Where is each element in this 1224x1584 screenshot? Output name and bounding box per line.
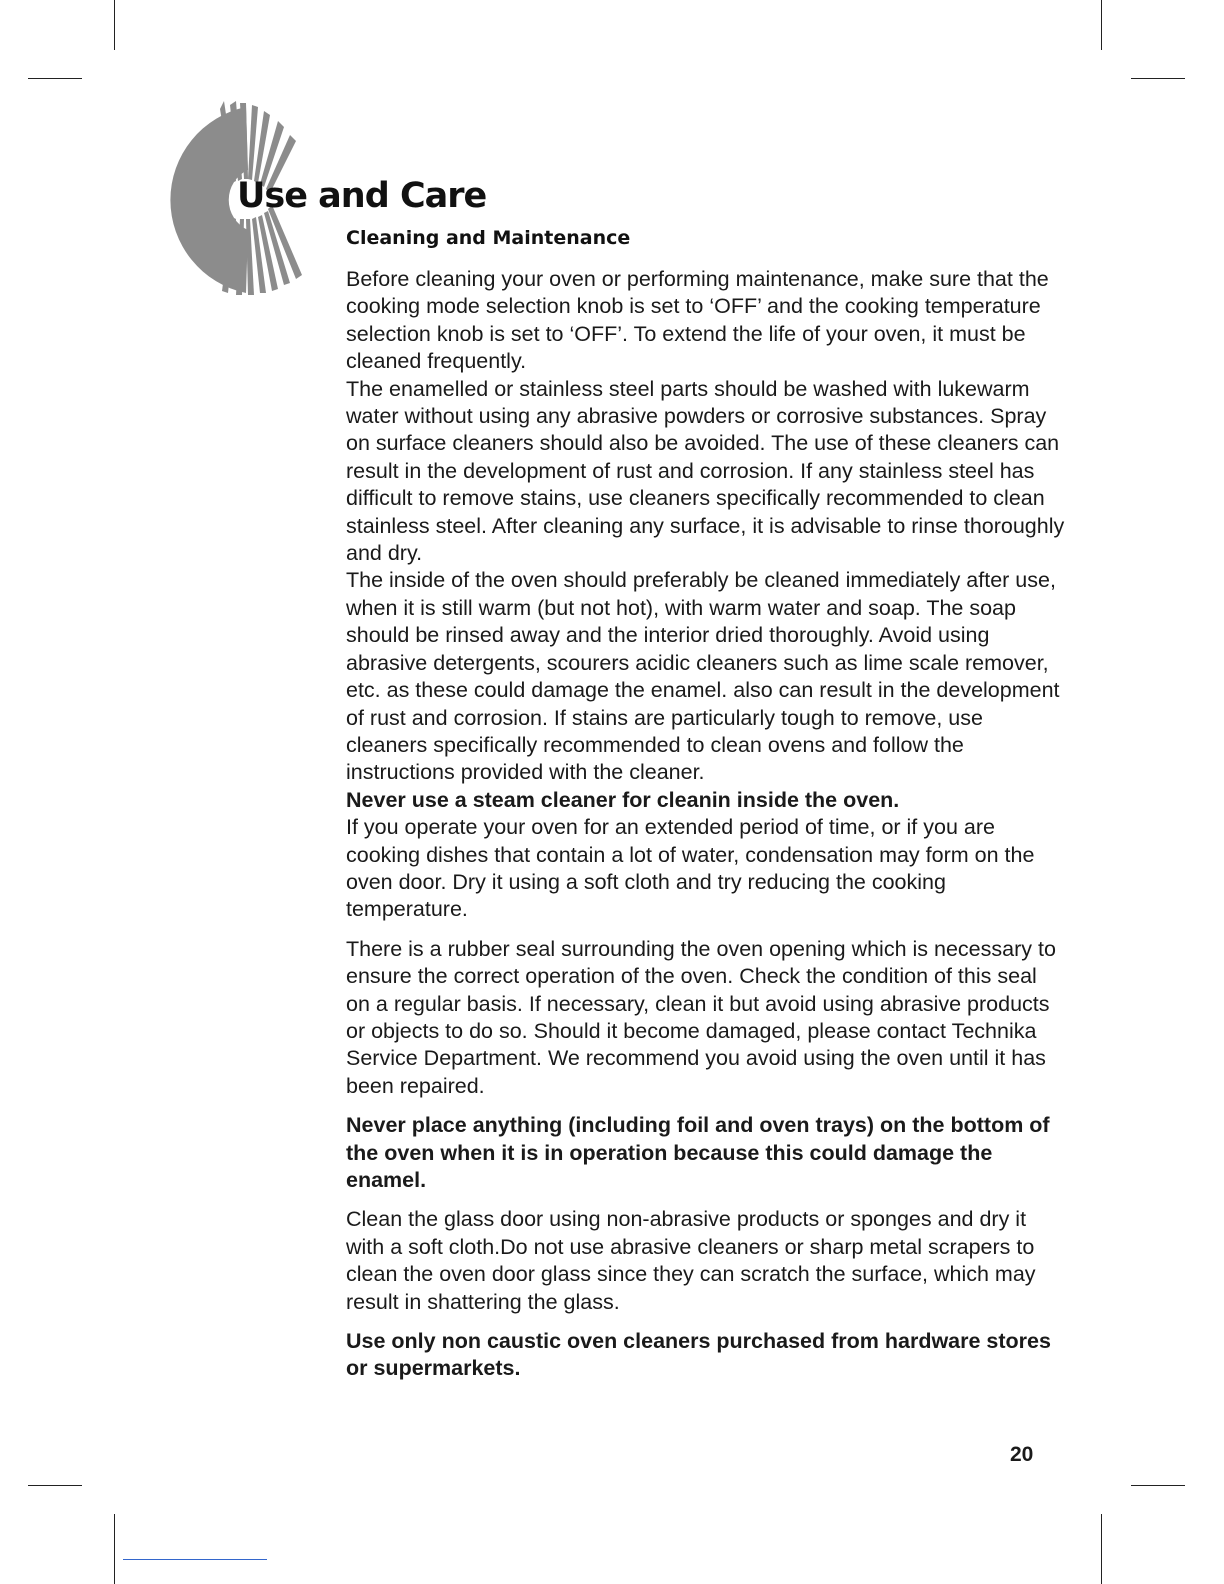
crop-mark-bottom-left-vertical — [114, 1514, 115, 1584]
crop-mark-bottom-left-horizontal — [28, 1485, 82, 1486]
page-title: Use and Care — [237, 176, 487, 216]
paragraph-knob-off: Before cleaning your oven or performing maintenance, make sure that the cooking mode selection knob is set to ‘OFF’ and the cooking temperature selection knob is set to ‘OFF’. To extend the life of your oven, it must be cleaned frequently. — [346, 267, 1049, 374]
crop-mark-top-right-horizontal — [1131, 78, 1185, 79]
warning-steam-cleaner: Never use a steam cleaner for cleanin inside the oven. — [346, 787, 900, 812]
crop-mark-top-left-vertical — [114, 0, 115, 50]
paragraph-rubber-seal: There is a rubber seal surrounding the oven opening which is necessary to ensure the correct operation of the oven. Check the condition of this seal on a regular basis. If necessary, clean it but avoid using abrasive products or objects to do so. Should it become damaged, please contact Technika Service Department. We recommend you avoid using the oven until it has been repaired. — [346, 936, 1056, 1098]
document-body — [346, 266, 1066, 1383]
paragraph-enamel-steel: The enamelled or stainless steel parts should be washed with lukewarm water without using any abrasive powders or corrosive substances. Spray on surface cleaners should also be avoided. The use of these cleaners can result in the development of rust and corrosion. If any stainless steel has difficult to remove stains, use cleaners specifically recommended to clean stainless steel. After cleaning any surface, it is advisable to rinse thoroughly and dry. — [346, 376, 1065, 566]
paragraph-condensation: If you operate your oven for an extended period of time, or if you are cooking dishes that contain a lot of water, condensation may form on the oven door. Dry it using a soft cloth and try reducing the cooking temperature. — [346, 815, 1035, 922]
crop-mark-bottom-right-vertical — [1101, 1514, 1102, 1584]
warning-caustic-cleaners: Use only non caustic oven cleaners purchased from hardware stores or supermarkets. — [346, 1329, 1051, 1381]
warning-oven-bottom: Never place anything (including foil and oven trays) on the bottom of the oven when it is in operation because this could damage the enamel. — [346, 1113, 1050, 1192]
footer-rule — [123, 1559, 267, 1560]
paragraph-oven-interior: The inside of the oven should preferably be cleaned immediately after use, when it is still warm (but not hot), with warm water and soap. The soap should be rinsed away and the interior dried thoroughly. Avoid using abrasive detergents, scourers acidic cleaners such as lime scale remover, etc. as these could damage the enamel. also can result in the development of rust and corrosion. If stains are particularly tough to remove, use cleaners specifically recommended to clean ovens and follow the instructions provided with the cleaner. — [346, 568, 1060, 785]
paragraph-glass-door: Clean the glass door using non-abrasive products or sponges and dry it with a soft cloth.Do not use abrasive cleaners or sharp metal scrapers to clean the oven door glass since they can scratch the surface, which may result in shattering the glass. — [346, 1207, 1036, 1314]
crop-mark-top-left-horizontal — [28, 78, 82, 79]
crop-mark-bottom-right-horizontal — [1131, 1485, 1185, 1486]
section-heading: Cleaning and Maintenance — [346, 227, 631, 249]
crop-mark-top-right-vertical — [1101, 0, 1102, 50]
page-number: 20 — [1010, 1443, 1034, 1466]
